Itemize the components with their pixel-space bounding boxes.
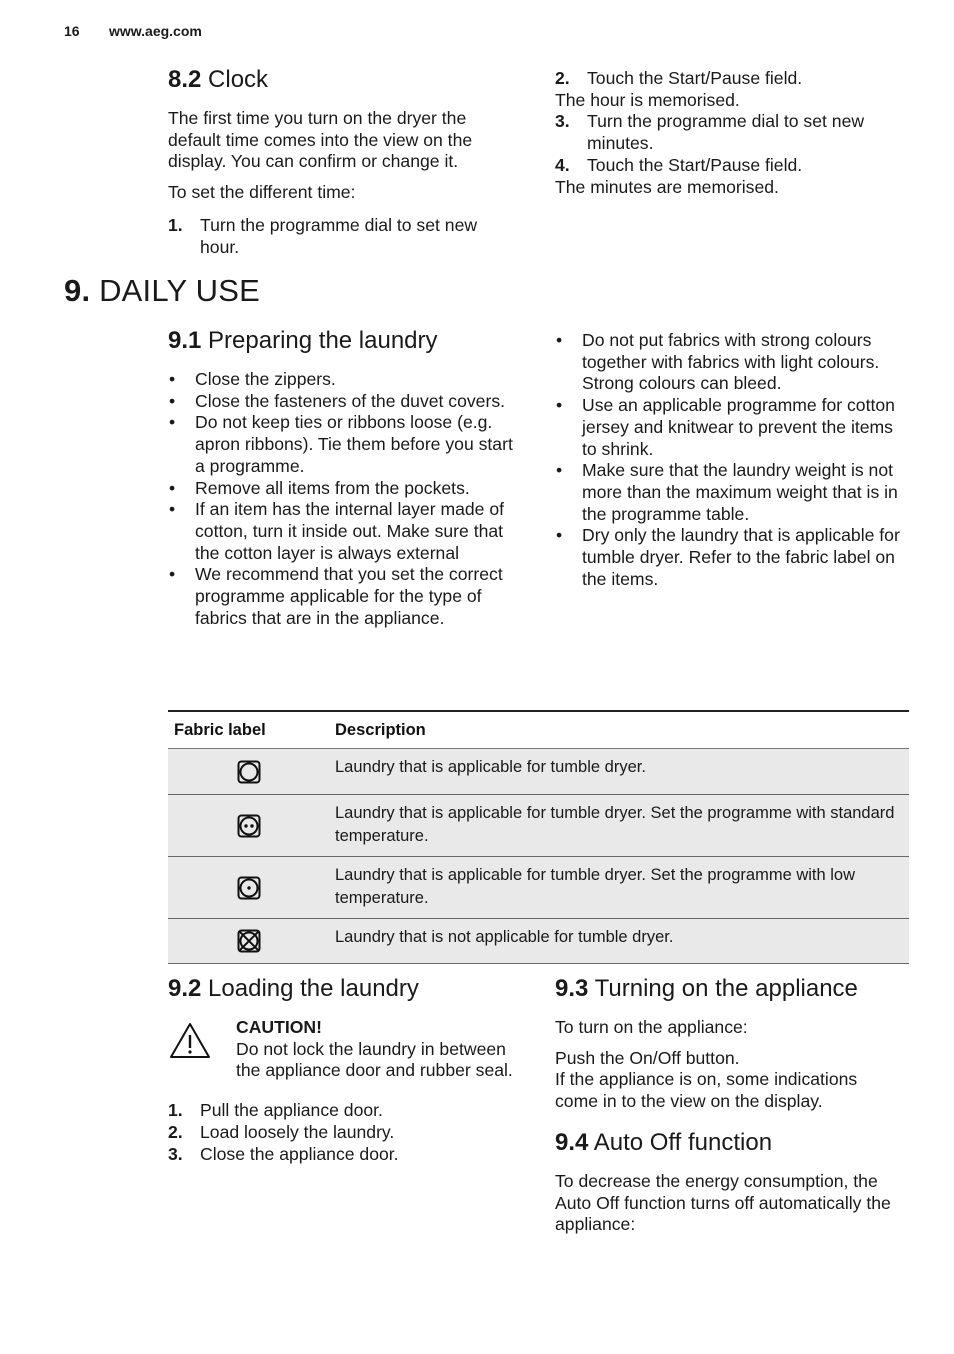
clock-steps-left [168, 215, 518, 258]
loading-steps [168, 1100, 524, 1165]
column-header: Description [329, 711, 909, 749]
do-not-tumble-dry-icon [237, 929, 261, 953]
section-9-2 [168, 975, 524, 1165]
tumble-dry-normal-temp-icon [237, 814, 261, 838]
clock-steps-right [555, 68, 915, 90]
step-item: 3. Close the appliance door. [168, 1143, 399, 1164]
warning-icon [168, 1017, 236, 1082]
auto-off-text: To decrease the energy consumption, the Auto Off function turns off automatically the appliance: [555, 1171, 891, 1235]
clock-lead: To set the different time: [168, 182, 356, 203]
section-heading: 8.2 Clock [168, 66, 269, 93]
preparation-list-right [555, 330, 911, 590]
caution-text: Do not lock the laundry in between the appliance door and rubber seal. [236, 1038, 513, 1081]
section-8-2 [168, 66, 518, 258]
step-item: 3. Turn the programme dial to set new minutes. [555, 111, 865, 154]
table-cell-description: Laundry that is not applicable for tumble dryer. [329, 919, 909, 964]
page-number: 16 [64, 23, 80, 39]
list-item: • If an item has the internal layer made of cotton, turn it inside out. Make sure that the cotton layer is always external [169, 499, 505, 563]
list-item: • Remove all items from the pockets. [169, 477, 470, 498]
clock-intro: The first time you turn on the dryer the default time comes into the view on the display. You can confirm or change it. [168, 108, 473, 172]
caution-box [168, 1017, 524, 1082]
section-9-3 [555, 975, 905, 1113]
table-row [168, 795, 909, 857]
list-item: • Make sure that the laundry weight is not more than the maximum weight that is in the programme table. [556, 460, 898, 524]
caution-title: CAUTION! [236, 1017, 323, 1037]
column-header: Fabric label [168, 711, 329, 749]
table-row [168, 749, 909, 795]
list-item: • Dry only the laundry that is applicable for tumble dryer. Refer to the fabric label on the items. [556, 525, 900, 589]
section-9-1 [168, 327, 524, 629]
clock-steps-right-2 [555, 111, 915, 176]
fabric-label-table [168, 710, 909, 964]
step-note: The hour is memorised. [555, 89, 740, 110]
caution-content [236, 1017, 524, 1082]
table-cell-symbol [168, 857, 329, 919]
table-cell-description: Laundry that is applicable for tumble dryer. [329, 749, 909, 795]
step-item: 1. Pull the appliance door. [168, 1100, 383, 1121]
page-header [64, 23, 202, 39]
table-cell-description: Laundry that is applicable for tumble dryer. Set the programme with low temperature. [329, 857, 909, 919]
list-item: • Do not put fabrics with strong colours together with fabrics with light colours. Strong colours can bleed. [556, 330, 880, 394]
section-heading: 9.3 Turning on the appliance [555, 975, 858, 1002]
list-item: • Do not keep ties or ribbons loose (e.g. apron ribbons). Tie them before you start a programme. [169, 412, 513, 476]
step-item: 1. Turn the programme dial to set new hour. [168, 214, 478, 257]
table-cell-symbol [168, 795, 329, 857]
section-8-2-continued [555, 68, 915, 198]
table-cell-symbol [168, 749, 329, 795]
step-item: 4. Touch the Start/Pause field. [555, 154, 803, 175]
list-item: • Close the zippers. [169, 369, 336, 389]
section-heading: 9.1 Preparing the laundry [168, 327, 438, 354]
chapter-title: 9. DAILY USE [64, 273, 260, 308]
list-item: • Use an applicable programme for cotton jersey and knitwear to prevent the items to shrink. [556, 395, 895, 459]
table-row [168, 919, 909, 964]
list-item: • Close the fasteners of the duvet covers. [169, 390, 506, 411]
website-url: www.aeg.com [109, 23, 202, 39]
section-heading: 9.4 Auto Off function [555, 1129, 773, 1156]
table-header-row [168, 711, 909, 749]
table-cell-description: Laundry that is applicable for tumble dryer. Set the programme with standard temperature. [329, 795, 909, 857]
step-item: 2. Load loosely the laundry. [168, 1121, 395, 1142]
tumble-dry-low-temp-icon [237, 876, 261, 900]
step-item: 2. Touch the Start/Pause field. [555, 68, 803, 88]
list-item: • We recommend that you set the correct programme applicable for the type of fabrics that are in the appliance. [169, 564, 503, 628]
section-9-4 [555, 1129, 905, 1236]
turn-on-lead: To turn on the appliance: [555, 1017, 748, 1037]
table-cell-symbol [168, 919, 329, 964]
section-heading: 9.2 Loading the laundry [168, 975, 419, 1002]
turn-on-step: Push the On/Off button. [555, 1047, 740, 1068]
step-note: The minutes are memorised. [555, 176, 779, 197]
turn-on-result: If the appliance is on, some indications come in to the view on the display. [555, 1069, 858, 1112]
preparation-list [168, 369, 524, 629]
tumble-dry-icon [237, 760, 261, 784]
table-row [168, 857, 909, 919]
section-9-1-continued [555, 330, 911, 590]
